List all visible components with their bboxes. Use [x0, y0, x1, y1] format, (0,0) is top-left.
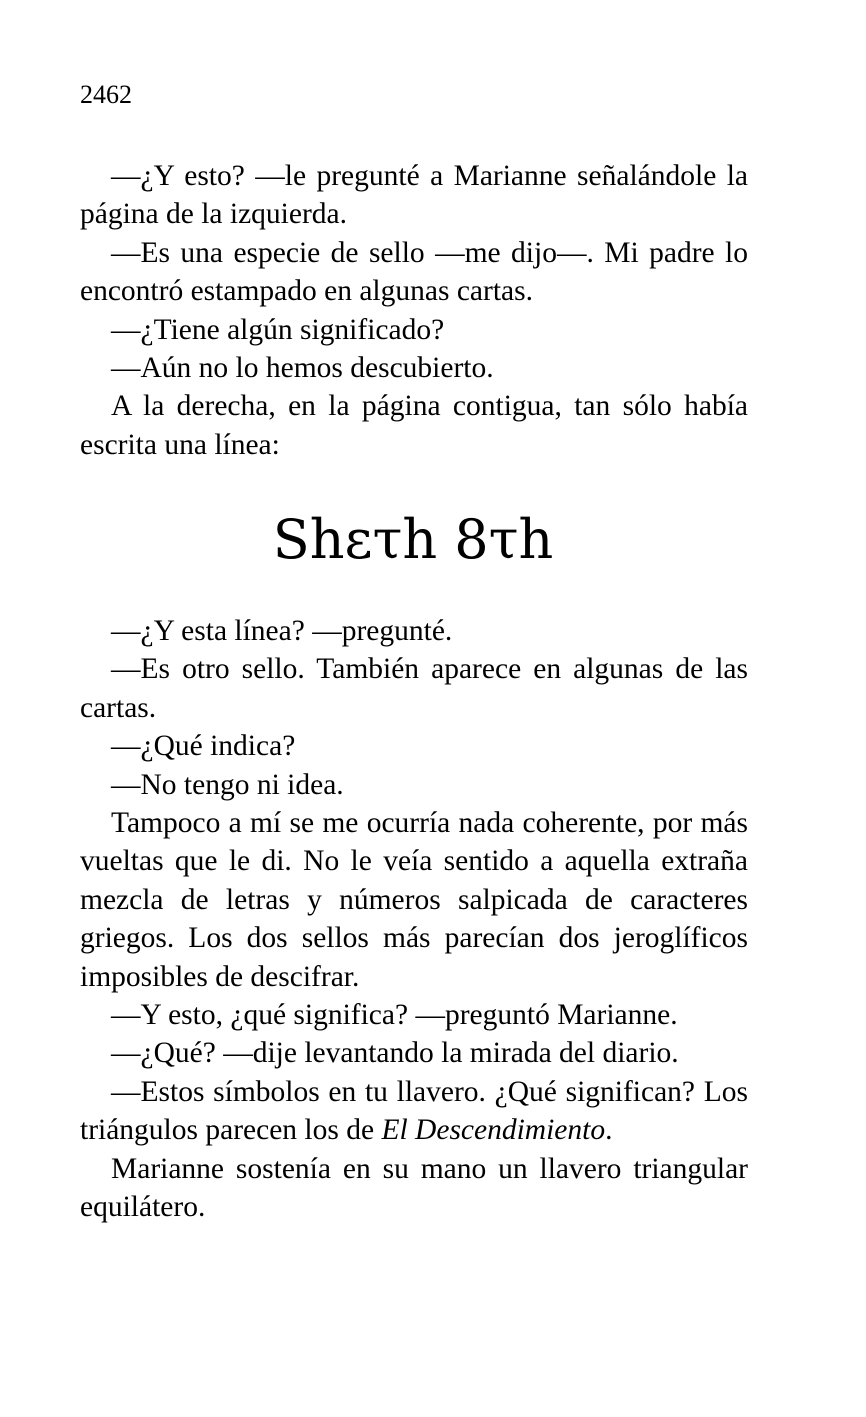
paragraph: Marianne sostenía en su mano un llavero triangular equilátero. [80, 1152, 748, 1224]
paragraph: —¿Qué? —dije levantando la mirada del diario. [111, 1037, 679, 1070]
paragraph-keychain [80, 1073, 748, 1150]
paragraph: —Es una especie de sello —me dijo—. Mi padre lo encontró estampado en algunas cartas. [80, 236, 748, 308]
paragraph: Tampoco a mí se me ocurría nada coherente, por más vueltas que le di. No le veía sentido a aquella extraña mezcla de letras y números salpicada de caracteres griegos. Los dos sellos más parecían dos jeroglíficos imposibles de descifrar. [80, 807, 748, 993]
paragraph: —¿Y esto? —le pregunté a Marianne señalándole la página de la izquierda. [80, 160, 748, 231]
paragraph-text: . [605, 1114, 613, 1147]
paragraph: —Aún no lo hemos descubierto. [111, 352, 494, 385]
text-block-bottom [80, 612, 748, 1227]
paragraph: —Es otro sello. También aparece en algunas de las cartas. [80, 653, 748, 724]
paragraph: —¿Tiene algún significado? [111, 313, 445, 346]
paragraph: A la derecha, en la página contigua, tan sólo había escrita una línea: [80, 390, 748, 461]
paragraph-text: —Estos símbolos en tu llavero. ¿Qué significan? Los triángulos parecen los de [80, 1075, 748, 1147]
paragraph: —No tengo ni idea. [111, 768, 344, 801]
text-block-top [80, 157, 748, 464]
page-number: 2462 [80, 80, 132, 109]
seal-line: Shετh 8τh [272, 508, 554, 571]
artwork-title: El Descendimiento [381, 1114, 606, 1147]
paragraph: —Y esto, ¿qué significa? —preguntó Marianne. [111, 999, 678, 1032]
paragraph: —¿Y esta línea? —pregunté. [111, 615, 453, 647]
paragraph: —¿Qué indica? [111, 730, 296, 763]
